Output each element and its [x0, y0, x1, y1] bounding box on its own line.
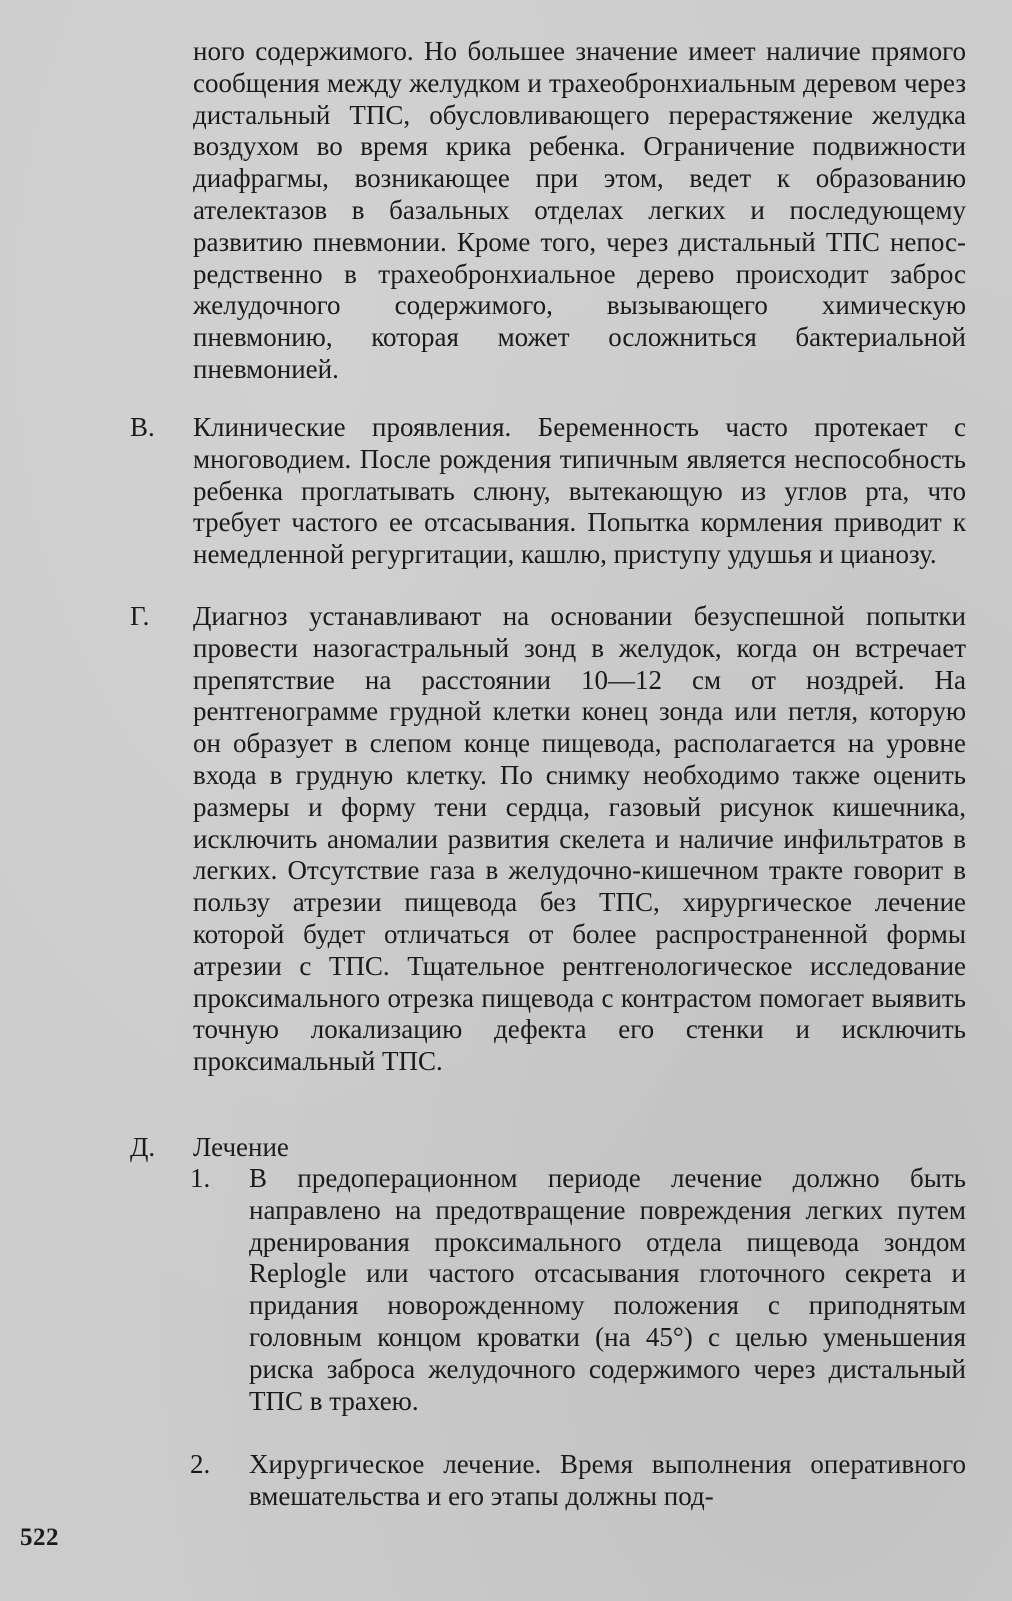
section-heading-clinical: Клинические проявления. [193, 412, 512, 442]
section-heading-treatment: Лечение [193, 1132, 289, 1162]
section-text-clinical: Беременность часто протекает с многоводием. После рождения типичным является неспособность ребенка проглатывать слюну, вытекающую из углов рта, что требует частого ее отсасывания. Попытка кормления приводит к немедленной регургитации, кашлю, приступу удушья и цианозу. [193, 412, 966, 570]
treatment-item-preoperative: В предоперационном периоде лечение должно быть направлено на предотвращение повреждения легких путем дренирования проксимального отдела пищевода зондом Replogle или частого отсасывания глоточного секрета и придания новорожденному положения с приподнятым головным концом кроватки (на 45°) с целью уменьшения риска заброса желудочного содержимого через дистальный ТПС в трахею. [249, 1163, 966, 1416]
section-diagnosis [193, 601, 966, 1078]
section-label-d: Д. [130, 1132, 156, 1162]
treatment-heading-surgical: Хирургическое лечение. [249, 1449, 542, 1479]
section-clinical [193, 412, 966, 571]
treatment-text-surgical: Время выполнения оперативного вмешательства и его этапы должны под- [249, 1449, 966, 1511]
section-text-diagnosis: устанавливают на основании безуспешной попытки провести назогастральный зонд в желудок, когда он встречает препятствие на расстоянии 10—12 см от ноздрей. На рентгенограмме грудной клетки конец зонда или петля, которую он образует в слепом конце пищевода, располагается на уровне входа в грудную клетку. По снимку необходимо также оценить размеры и форму тени сердца, газовый рисунок кишечника, исключить аномалии развития скелета и наличие инфильтратов в легких. Отсутствие газа в желудочно-кишечном тракте говорит в пользу атрезии пищевода без ТПС, хирургическое лечение которой будет отличаться от более распространенной формы атрезии с ТПС. Тщательное рентгенологическое исследование проксимального отрезка пищевода с контрастом помогает выявить точную локализацию дефекта его стенки и исключить проксимальный ТПС. [193, 601, 966, 1077]
page-number: 522 [20, 1524, 59, 1551]
section-heading-diagnosis: Диагноз [193, 601, 288, 631]
continued-paragraph: ного содержимого. Но большее значение имеет наличие прямого сообщения между желудком и трахеобронхиальным деревом через дистальный ТПС, обусловливающего перерастяжение желудка воздухом во время крика ребенка. Ограничение подвижности диафрагмы, возникающее при этом, ведет к образованию ателектазов в базальных отделах легких и последующему развитию пневмонии. Кроме того, через дистальный ТПС непосредственно в трахеобронхиальное дерево происходит заброс желудочного содержимого, вызывающего химическую пневмонию, которая может осложниться бактериальной пневмонией. [193, 36, 966, 384]
section-label-v: В. [130, 412, 155, 442]
treatment-item-label-1: 1. [190, 1163, 211, 1193]
treatment-item-surgical [249, 1449, 966, 1513]
section-label-g: Г. [130, 601, 150, 631]
treatment-item-label-2: 2. [190, 1449, 211, 1479]
